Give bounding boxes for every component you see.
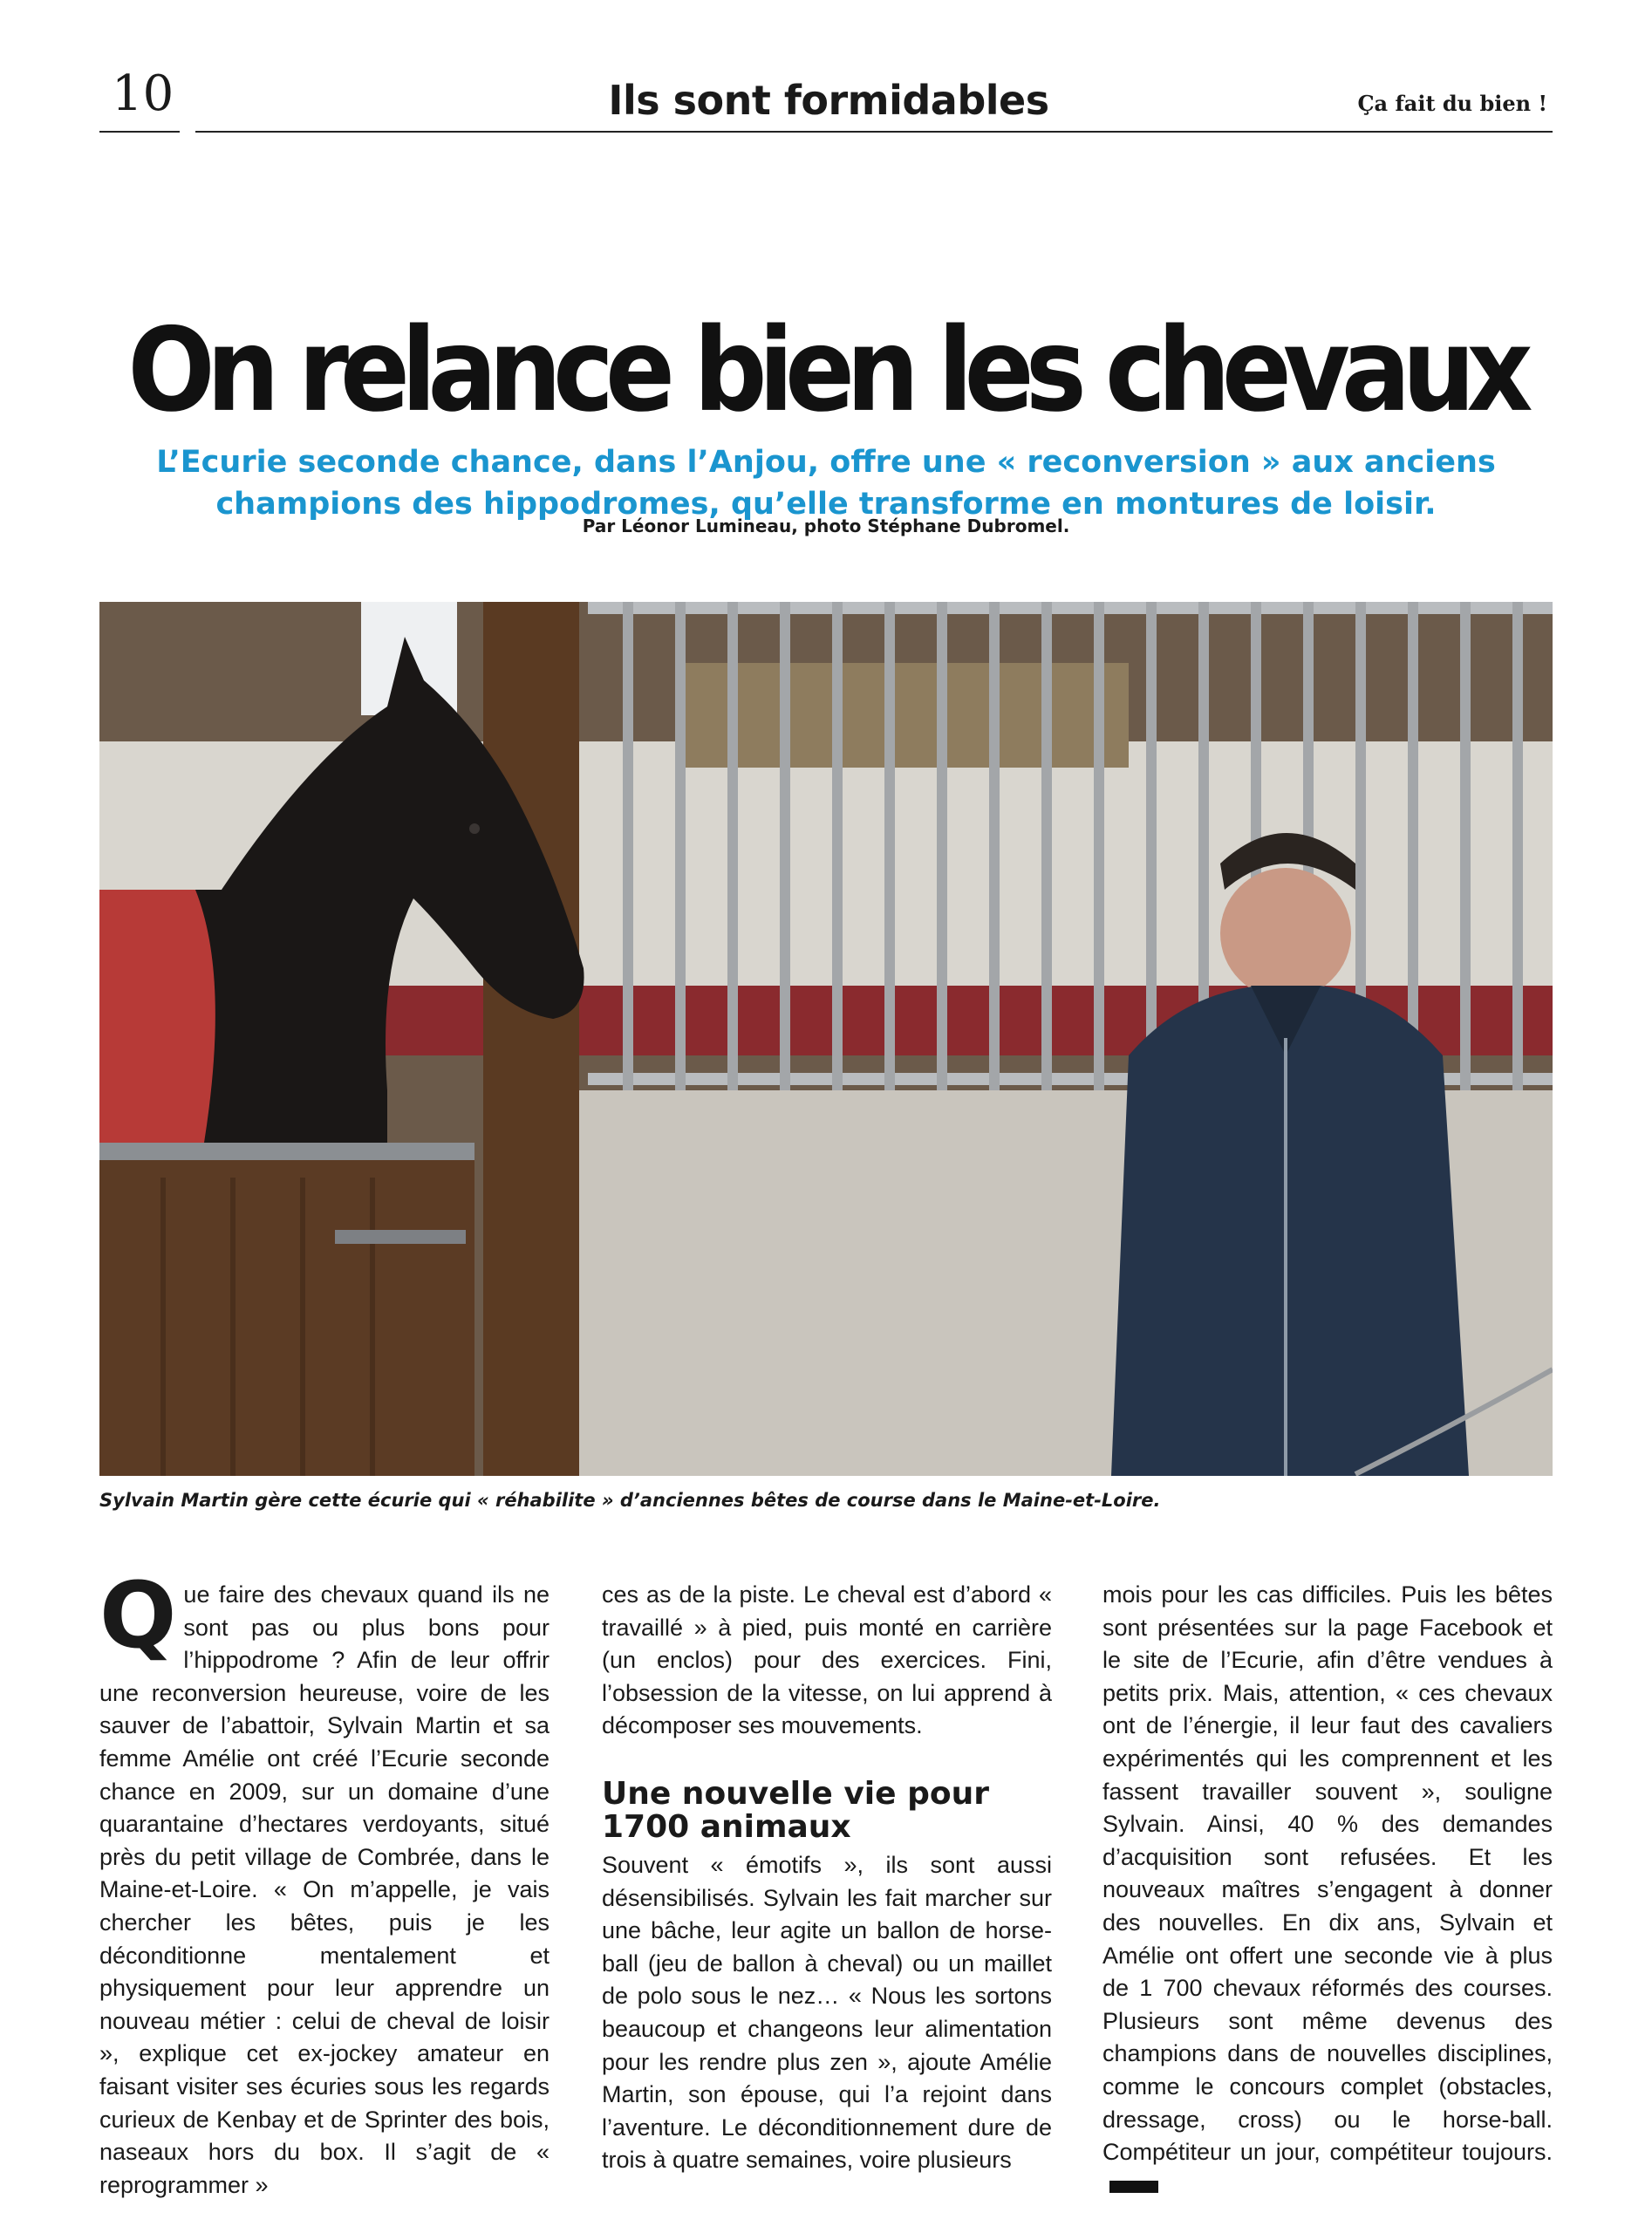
section-subtitle: Une nouvelle vie pour 1700 animaux — [602, 1775, 989, 1845]
article-column-1 — [99, 1562, 550, 2202]
article-column-2 — [602, 1579, 1052, 2177]
header-rule-left — [99, 131, 180, 133]
byline: Par Léonor Lumineau, photo Stéphane Dubromel. — [582, 516, 1070, 536]
subhead: L’Ecurie seconde chance, dans l’Anjou, offre une « reconversion » aux anciens champions des hippodromes, qu’elle transforme en montures de loisir. — [156, 445, 1496, 522]
column-2-text-b: Souvent « émotifs », ils sont aussi désensibilisés. Sylvain les fait marcher sur une bâche, leur agite un ballon de horse-ball (jeu de ballon à cheval) ou un maillet de polo sous le nez… « Nous les sortons beaucoup et changeons leur alimentation pour les rendre plus zen », ajoute Amélie Martin, son épouse, qui l’a rejoint dans l’aventure. Le déconditionnement dure de trois à quatre semaines, voire plusieurs — [602, 1851, 1052, 2174]
article-column-3 — [1102, 1579, 1553, 2202]
column-2-text-a: ces as de la piste. Le cheval est d’abord « travaillé » à pied, puis monté en carrière (un enclos) pour des exercices. Fini, l’obsession de la vitesse, on lui apprend à décomposer ses mouvements. — [602, 1581, 1052, 1739]
drop-cap: Q — [99, 1562, 177, 1669]
column-1-text: ue faire des chevaux quand ils ne sont pas ou plus bons pour l’hippodrome ? Afin de leur offrir une reconversion heureuse, voire de les sauver de l’abattoir, Sylvain Martin et sa femme Amélie ont créé l’Ecurie seconde chance en 2009, sur un domaine d’une quarantaine d’hectares verdoyants, situé près du petit village de Combrée, dans le Maine-et-Loire. « On m’appelle, je vais chercher les bêtes, puis je les déconditionne mentalement et physiquement pour leur apprendre un nouveau métier : celui de cheval de loisir », explique cet ex-jockey amateur en faisant visiter ses écuries sous les regards curieux de Kenbay et de Sprinter des bois, naseaux hors du box. Il s’agit de « reprogrammer » — [99, 1581, 550, 2198]
photo-caption: Sylvain Martin gère cette écurie qui « réhabilite » d’anciennes bêtes de course dans le Maine-et-Loire. — [99, 1490, 1161, 1511]
page-number: 10 — [112, 65, 174, 122]
section-title: Ils sont formidables — [608, 77, 1049, 124]
column-3-text: mois pour les cas difficiles. Puis les bêtes sont présentées sur la page Facebook et le site de l’Ecurie, afin d’être vendues à petits prix. Mais, attention, « ces chevaux ont de l’énergie, il leur faut des cavaliers expérimentés qui les comprennent et les fassent travailler souvent », souligne Sylvain. Ainsi, 40 % des demandes d’acquisition sont refusées. Et les nouveaux maîtres s’engagent à donner des nouvelles. En dix ans, Sylvain et Amélie ont offert une seconde vie à plus de 1 700 chevaux réformés des courses. Plusieurs sont même devenus des champions dans de nouvelles disciplines, comme le concours complet (obstacles, dressage, cross) ou le horse-ball. Compétiteur un jour, compétiteur toujours. — [1102, 1581, 1553, 2166]
rubric: Ça fait du bien ! — [1357, 91, 1547, 116]
header-rule-right — [195, 131, 1553, 133]
article-photo — [99, 602, 1553, 1476]
end-of-article-mark — [1109, 2181, 1158, 2193]
headline: On relance bien les chevaux — [127, 302, 1525, 438]
